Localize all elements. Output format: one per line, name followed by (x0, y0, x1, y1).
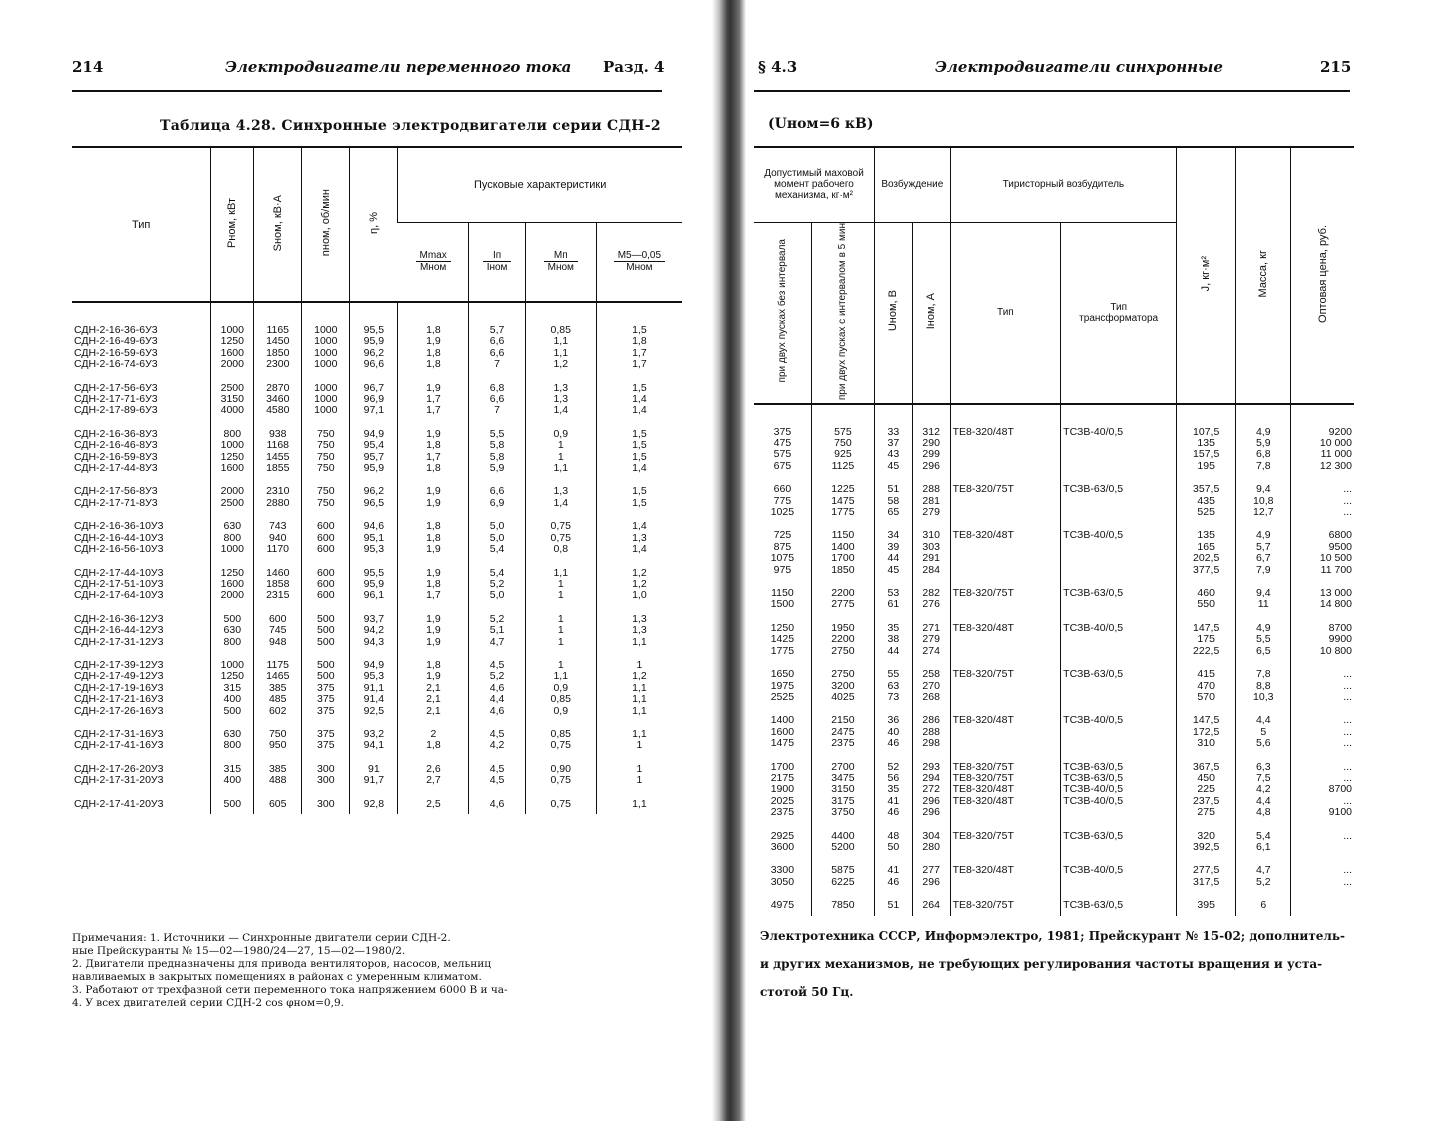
table-cell-tr: ТСЗВ-40/0,5 (1061, 853, 1177, 888)
table-cell-m5: 1,2 1,2 1,0 (596, 556, 682, 602)
col-i: Iном, А (912, 222, 950, 404)
table-cell-ip: 4,6 (469, 787, 525, 814)
table-cell-b: 7850 (811, 888, 874, 915)
table-cell-n: 375 375 (302, 717, 350, 752)
header-rule-right (754, 90, 1350, 92)
table-cell-types: СДН-2-16-36-10У3 СДН-2-16-44-10У3 СДН-2-16-56-10У3 (74, 520, 164, 556)
table-row (72, 509, 682, 555)
table-cell-p: ... ... ... (1291, 472, 1354, 518)
table-cell-m: 4,9 5,5 6,5 (1236, 611, 1291, 657)
source-line: и других механизмов, не требующих регулирования частоты вращения и уста- (760, 957, 1323, 971)
table-cell-m5: 1 1 (596, 752, 682, 787)
table-row (72, 648, 682, 717)
table-cell-mp: 0,9 1 1 1,1 (525, 417, 596, 475)
table-cell-n: 750 750 750 750 (302, 417, 350, 475)
table-cell-t: ТЕ8-320/75Т (950, 819, 1061, 854)
table-cell-s: 605 (254, 787, 302, 814)
table-cell-i: 310 303 291 284 (912, 518, 950, 576)
table-cell-m5: 1,5 1,5 (596, 474, 682, 509)
table-cell-eta: 93,7 94,2 94,3 (350, 602, 398, 648)
table-cell-p: 800 1000 1250 1600 (211, 417, 254, 475)
table-cell-i: 286 288 298 (912, 703, 950, 749)
table-cell-ip: 5,4 5,2 5,0 (469, 556, 525, 602)
table-cell-tr: ТСЗВ-40/0,5 (1061, 518, 1177, 576)
table-cell-s: 2870 3460 4580 (254, 371, 302, 417)
table-cell-s: 1175 1465 385 485 602 (254, 648, 302, 717)
table-cell-p: 315 400 (211, 752, 254, 787)
running-title-right: Электродвигатели синхронные (935, 58, 1223, 76)
table-cell-p: 6800 9500 10 500 11 700 (1291, 518, 1354, 576)
col-ip: $\frac{Iп}{\text{Iном}}$ (469, 222, 525, 302)
table-row (754, 657, 1354, 703)
table-caption-right: (Uном=6 кВ) (768, 116, 874, 132)
sdn2-table (72, 148, 682, 814)
col-thyristor: Тиристорный возбудитель (950, 148, 1177, 222)
table-cell-i: 293 294 272 296 296 (912, 750, 950, 819)
table-cell-a: 1400 1600 1475 (770, 714, 795, 750)
table-cell-b: 2750 3200 4025 (811, 657, 874, 703)
table-cell-ip: 6,6 6,9 (469, 474, 525, 509)
table-cell-p: 2000 2500 (211, 474, 254, 509)
table-cell-ip: 6,8 6,6 7 (469, 371, 525, 417)
table-cell-u: 51 (875, 888, 913, 915)
table-row (72, 717, 682, 752)
table-cell-types: СДН-2-17-31-16У3 СДН-2-17-41-16У3 (74, 727, 164, 752)
table-cell-j: 147,5 175 222,5 (1177, 611, 1236, 657)
table-cell-m: 9,4 10,8 12,7 (1236, 472, 1291, 518)
table-cell-p: 9200 10 000 11 000 12 300 (1291, 404, 1354, 473)
table-cell-tr: ТСЗВ-40/0,5 (1061, 611, 1177, 657)
col-type: Тип (132, 218, 151, 231)
section-left: Разд. 4 (603, 58, 665, 76)
col-eta: η, % (350, 148, 398, 302)
table-row (754, 404, 1354, 473)
col-u: Uном, В (875, 222, 913, 404)
table-cell-m: 4,9 5,7 6,7 7,9 (1236, 518, 1291, 576)
table-cell-b: 1150 1400 1700 1850 (811, 518, 874, 576)
table-cell-u: 48 50 (875, 819, 913, 854)
table-cell-ip: 5,7 6,6 6,6 7 (469, 302, 525, 371)
table-cell-p: 500 (211, 787, 254, 814)
table-cell-n: 750 750 (302, 474, 350, 509)
table-row (754, 819, 1354, 854)
table-cell-eta: 94,9 95,3 91,1 91,4 92,5 (350, 648, 398, 717)
table-cell-a: 1650 1975 2525 (770, 668, 795, 703)
sdn2-table-continued (754, 148, 1354, 916)
table-cell-a: 2925 3600 (770, 829, 795, 853)
page-number-left: 214 (72, 58, 104, 76)
table-cell-mp: 0,85 1,1 1,1 1,2 (525, 302, 596, 371)
table-cell-types: СДН-2-17-41-20У3 (74, 797, 164, 810)
table-cell-m5: 1,1 1 (596, 717, 682, 752)
table-cell-u: 35 38 44 (875, 611, 913, 657)
col-mp: $\frac{Mп}{\text{Mном}}$ (525, 222, 596, 302)
table-cell-ip: 5,5 5,8 5,8 5,9 (469, 417, 525, 475)
table-cell-m: 6,3 7,5 4,2 4,4 4,8 (1236, 750, 1291, 819)
table-cell-ip: 4,5 5,2 4,6 4,4 4,6 (469, 648, 525, 717)
table-cell-mmax: 2,6 2,7 (398, 752, 469, 787)
source-line: стотой 50 Гц. (760, 985, 854, 999)
table-cell-i: 282 276 (912, 576, 950, 611)
table-cell-j: 367,5 450 225 237,5 275 (1177, 750, 1236, 819)
table-cell-m5: 1,1 (596, 787, 682, 814)
table-cell-t: ТЕ8-320/48Т (950, 611, 1061, 657)
table-row (754, 518, 1354, 576)
table-cell-m5: 1,5 1,4 1,4 (596, 371, 682, 417)
table-cell-mmax: 1,9 1,7 1,7 (398, 371, 469, 417)
table-cell-p: ... ... 8700 ... 9100 (1291, 750, 1354, 819)
table-cell-types: СДН-2-16-36-8У3 СДН-2-16-46-8У3 СДН-2-16-59-8У3 СДН-2-17-44-8У3 (74, 427, 158, 475)
table-caption: Таблица 4.28. Синхронные электродвигатели серии СДН-2 (160, 118, 661, 134)
table-cell-m5: 1,5 1,5 1,5 1,4 (596, 417, 682, 475)
table-cell-mmax: 1,8 1,9 1,8 1,8 (398, 302, 469, 371)
col-s: Sном, кВ·А (254, 148, 302, 302)
table-cell-m: 4,9 5,9 6,8 7,8 (1236, 404, 1291, 473)
table-row (72, 417, 682, 475)
table-cell-b: 2200 2775 (811, 576, 874, 611)
col-m5: $\frac{M5—0,05}{\text{Mном}}$ (596, 222, 682, 302)
table-cell-eta: 94,6 95,1 95,3 (350, 509, 398, 555)
table-cell-tr: ТСЗВ-63/0,5 (1061, 657, 1177, 703)
table-cell-m5: 1,4 1,3 1,4 (596, 509, 682, 555)
table-row (754, 703, 1354, 749)
table-cell-m5: 1,5 1,8 1,7 1,7 (596, 302, 682, 371)
table-cell-types: СДН-2-17-56-6У3 СДН-2-17-71-6У3 СДН-2-17-89-6У3 (74, 381, 158, 417)
table-cell-b: 2150 2475 2375 (811, 703, 874, 749)
source-text (760, 922, 1345, 1006)
table-cell-mp: 1,3 1,4 (525, 474, 596, 509)
table-cell-eta: 96,7 96,9 97,1 (350, 371, 398, 417)
table-cell-n: 600 600 600 (302, 509, 350, 555)
table-cell-mmax: 1,9 1,8 1,7 (398, 556, 469, 602)
table-cell-m: 4,4 5 5,6 (1236, 703, 1291, 749)
table-cell-a: 375 475 575 675 (773, 425, 792, 472)
note-line: 2. Двигатели предназначены для привода вентиляторов, насосов, мельниц (72, 958, 491, 970)
note-line: Примечания: 1. Источники — Синхронные двигатели серии СДН-2. (72, 932, 451, 944)
table-cell-i: 277 296 (912, 853, 950, 888)
table-cell-p: 13 000 14 800 (1291, 576, 1354, 611)
table-cell-tr: ТСЗВ-40/0,5 (1061, 404, 1177, 473)
table-cell-mmax: 1,8 1,8 1,9 (398, 509, 469, 555)
table-cell-u: 33 37 43 45 (875, 404, 913, 473)
table-cell-j: 107,5 135 157,5 195 (1177, 404, 1236, 473)
table-cell-b: 5875 6225 (811, 853, 874, 888)
col-mmax: $\frac{Mmax}{\text{Mном}}$ (398, 222, 469, 302)
table-row (72, 787, 682, 814)
table-cell-b: 1225 1475 1775 (811, 472, 874, 518)
table-cell-i: 271 279 274 (912, 611, 950, 657)
table-cell-u: 53 61 (875, 576, 913, 611)
col-ttype: Тип (950, 222, 1061, 404)
table-row (72, 371, 682, 417)
table-cell-ip: 4,5 4,2 (469, 717, 525, 752)
table-cell-eta: 95,5 95,9 96,1 (350, 556, 398, 602)
table-row (754, 888, 1354, 915)
table-cell-mp: 0,75 0,75 0,8 (525, 509, 596, 555)
table-cell-j: 135 165 202,5 377,5 (1177, 518, 1236, 576)
table-cell-m: 7,8 8,8 10,3 (1236, 657, 1291, 703)
table-cell-mmax: 1,9 1,8 1,7 1,8 (398, 417, 469, 475)
col-fw-b: при двух пусках с интервалом в 5 мин (811, 222, 874, 404)
col-trans: Тип трансформатора (1061, 222, 1177, 404)
table-cell-eta: 95,5 95,9 96,2 96,6 (350, 302, 398, 371)
table-cell-t: ТЕ8-320/48Т (950, 703, 1061, 749)
table-cell-s: 1165 1450 1850 2300 (254, 302, 302, 371)
table-cell-tr: ТСЗВ-63/0,5 (1061, 888, 1177, 915)
table-cell-t: ТЕ8-320/75Т (950, 657, 1061, 703)
table-cell-j: 320 392,5 (1177, 819, 1236, 854)
running-title-left: Электродвигатели переменного тока (225, 58, 572, 76)
table-cell-s: 743 940 1170 (254, 509, 302, 555)
table-cell-p: ... ... ... (1291, 703, 1354, 749)
col-excitation: Возбуждение (875, 148, 951, 222)
table-cell-mp: 1 1 1 (525, 602, 596, 648)
table-cell-u: 51 58 65 (875, 472, 913, 518)
table-cell-u: 55 63 73 (875, 657, 913, 703)
table-row (72, 302, 682, 371)
table-cell-p: 630 800 1000 (211, 509, 254, 555)
table-cell-mp: 0,90 0,75 (525, 752, 596, 787)
table-cell-tr: ТСЗВ-40/0,5 (1061, 703, 1177, 749)
table-cell-mmax: 1,9 1,9 1,9 (398, 602, 469, 648)
table-cell-tr: ТСЗВ-63/0,5 (1061, 576, 1177, 611)
table-cell-mp: 1 1,1 0,9 0,85 0,9 (525, 648, 596, 717)
table-cell-n: 500 500 500 (302, 602, 350, 648)
table-cell-j: 415 470 570 (1177, 657, 1236, 703)
table-cell-t: ТЕ8-320/75Т (950, 576, 1061, 611)
table-row (72, 752, 682, 787)
note-line: навливаемых в закрытых помещениях в районах с умеренным климатом. (72, 971, 482, 983)
page-number-right: 215 (1320, 58, 1352, 76)
table-row (754, 472, 1354, 518)
table-cell-u: 41 46 (875, 853, 913, 888)
table-cell-p: ... ... (1291, 853, 1354, 888)
source-line: Электротехника СССР, Информэлектро, 1981; Прейскурант № 15-02; дополнитель- (760, 929, 1345, 943)
table-cell-t: ТЕ8-320/48Т (950, 404, 1061, 473)
table-row (72, 556, 682, 602)
note-line: ные Прейскуранты № 15—02—1980/24—27, 15—02—1980/2. (72, 945, 406, 957)
table-cell-a: 660 775 1025 (770, 483, 795, 519)
table-cell-j: 147,5 172,5 310 (1177, 703, 1236, 749)
table-cell-n: 1000 1000 1000 1000 (302, 302, 350, 371)
table-cell-eta: 96,2 96,5 (350, 474, 398, 509)
table-cell-p (1291, 888, 1354, 915)
table-cell-j: 395 (1177, 888, 1236, 915)
table-cell-tr: ТСЗВ-63/0,5 (1061, 819, 1177, 854)
table-notes (72, 932, 508, 1010)
table-cell-t: ТЕ8-320/75Т ТЕ8-320/75Т ТЕ8-320/48Т ТЕ8-320/48Т (950, 750, 1061, 819)
section-right: § 4.3 (758, 58, 798, 76)
table-cell-s: 750 950 (254, 717, 302, 752)
table-cell-m: 9,4 11 (1236, 576, 1291, 611)
table-cell-n: 500 500 375 375 375 (302, 648, 350, 717)
table-cell-mp: 0,85 0,75 (525, 717, 596, 752)
table-cell-s: 1460 1858 2315 (254, 556, 302, 602)
table-cell-p: 1250 1600 2000 (211, 556, 254, 602)
table-cell-u: 52 56 35 41 46 (875, 750, 913, 819)
table-cell-m: 5,4 6,1 (1236, 819, 1291, 854)
table-cell-t: ТЕ8-320/75Т (950, 888, 1061, 915)
table-cell-p: 630 800 (211, 717, 254, 752)
table-cell-i: 288 281 279 (912, 472, 950, 518)
col-flywheel: Допустимый маховой момент рабочего механизма, кг·м² (754, 148, 875, 222)
table-row (754, 853, 1354, 888)
table-cell-a: 725 875 1075 975 (770, 529, 795, 576)
col-p: Pном, кВт (211, 148, 254, 302)
col-price: Оптовая цена, руб. (1291, 148, 1354, 404)
table-cell-types: СДН-2-16-36-6У3 СДН-2-16-49-6У3 СДН-2-16-59-6У3 СДН-2-16-74-6У3 (74, 324, 158, 371)
table-cell-eta: 93,2 94,1 (350, 717, 398, 752)
table-cell-b: 1950 2200 2750 (811, 611, 874, 657)
table-cell-n: 300 (302, 787, 350, 814)
table-cell-mmax: 1,9 1,9 (398, 474, 469, 509)
table-cell-tr: ТСЗВ-63/0,5 (1061, 472, 1177, 518)
table-cell-n: 300 300 (302, 752, 350, 787)
col-j: J, кг·м² (1177, 148, 1236, 404)
table-cell-s: 938 1168 1455 1855 (254, 417, 302, 475)
table-cell-types: СДН-2-17-56-8У3 СДН-2-17-71-8У3 (74, 485, 158, 509)
table-cell-p: 8700 9900 10 800 (1291, 611, 1354, 657)
table-cell-u: 36 40 46 (875, 703, 913, 749)
table-cell-p: ... (1291, 819, 1354, 854)
table-cell-ip: 5,0 5,0 5,4 (469, 509, 525, 555)
table-cell-eta: 91 91,7 (350, 752, 398, 787)
table-cell-m5: 1,3 1,3 1,1 (596, 602, 682, 648)
table-cell-mp: 1,1 1 1 (525, 556, 596, 602)
table-cell-b: 575 750 925 1125 (811, 404, 874, 473)
table-cell-a: 3300 3050 (770, 864, 795, 888)
table-cell-m5: 1 1,2 1,1 1,1 1,1 (596, 648, 682, 717)
table-cell-s: 600 745 948 (254, 602, 302, 648)
table-cell-p: 2500 3150 4000 (211, 371, 254, 417)
table-cell-mp: 0,75 (525, 787, 596, 814)
right-page (740, 0, 1449, 1121)
table-cell-eta: 94,9 95,4 95,7 95,9 (350, 417, 398, 475)
left-page (0, 0, 700, 1121)
table-row (754, 750, 1354, 819)
table-cell-a: 1700 2175 1900 2025 2375 (770, 760, 795, 819)
table-cell-i: 258 270 268 (912, 657, 950, 703)
table-cell-t: ТЕ8-320/48Т (950, 853, 1061, 888)
table-cell-a: 1250 1425 1775 (770, 621, 795, 657)
col-n: nном, об/мин (302, 148, 350, 302)
table-cell-p: 1000 1250 315 400 500 (211, 648, 254, 717)
table-cell-ip: 4,5 4,5 (469, 752, 525, 787)
table-cell-types: СДН-2-17-44-10У3 СДН-2-17-51-10У3 СДН-2-17-64-10У3 (74, 566, 164, 602)
note-line: 3. Работают от трехфазной сети переменного тока напряжением 6000 В и ча- (72, 984, 508, 996)
table-cell-b: 4400 5200 (811, 819, 874, 854)
table-row (754, 576, 1354, 611)
table-cell-mmax: 2,5 (398, 787, 469, 814)
table-cell-tr: ТСЗВ-63/0,5 ТСЗВ-63/0,5 ТСЗВ-40/0,5 ТСЗВ-40/0,5 (1061, 750, 1177, 819)
table-cell-mmax: 1,8 1,9 2,1 2,1 2,1 (398, 648, 469, 717)
table-cell-mp: 1,3 1,3 1,4 (525, 371, 596, 417)
table-cell-p: 500 630 800 (211, 602, 254, 648)
table-cell-n: 600 600 600 (302, 556, 350, 602)
table-cell-p: ... ... ... (1291, 657, 1354, 703)
note-line: 4. У всех двигателей серии СДН-2 cos φном=0,9. (72, 997, 344, 1009)
table-cell-a: 4975 (770, 899, 795, 912)
table-cell-mmax: 2 1,8 (398, 717, 469, 752)
table-cell-u: 34 39 44 45 (875, 518, 913, 576)
table-cell-p: 1000 1250 1600 2000 (211, 302, 254, 371)
col-fw-a: при двух пусках без интервала (776, 239, 788, 383)
table-row (72, 602, 682, 648)
table-cell-m: 4,7 5,2 (1236, 853, 1291, 888)
table-cell-n: 1000 1000 1000 (302, 371, 350, 417)
table-cell-j: 460 550 (1177, 576, 1236, 611)
header-rule-left (72, 90, 662, 92)
table-cell-a: 1150 1500 (770, 587, 795, 611)
table-cell-b: 2700 3475 3150 3175 3750 (811, 750, 874, 819)
table-cell-types: СДН-2-17-26-20У3 СДН-2-17-31-20У3 (74, 762, 164, 787)
col-mass: Масса, кг (1236, 148, 1291, 404)
table-cell-t: ТЕ8-320/75Т (950, 472, 1061, 518)
table-cell-s: 2310 2880 (254, 474, 302, 509)
table-cell-i: 304 280 (912, 819, 950, 854)
table-cell-types: СДН-2-16-36-12У3 СДН-2-16-44-12У3 СДН-2-17-31-12У3 (74, 612, 164, 648)
table-cell-t: ТЕ8-320/48Т (950, 518, 1061, 576)
table-cell-ip: 5,2 5,1 4,7 (469, 602, 525, 648)
table-cell-i: 312 290 299 296 (912, 404, 950, 473)
table-cell-eta: 92,8 (350, 787, 398, 814)
table-cell-types: СДН-2-17-39-12У3 СДН-2-17-49-12У3 СДН-2-17-19-16У3 СДН-2-17-21-16У3 СДН-2-17-26-16У3 (74, 658, 164, 717)
table-cell-s: 385 488 (254, 752, 302, 787)
col-starting: Пусковые характеристики (398, 148, 682, 222)
table-row (72, 474, 682, 509)
table-cell-m: 6 (1236, 888, 1291, 915)
table-cell-j: 357,5 435 525 (1177, 472, 1236, 518)
table-row (754, 611, 1354, 657)
table-cell-j: 277,5 317,5 (1177, 853, 1236, 888)
table-cell-i: 264 (912, 888, 950, 915)
